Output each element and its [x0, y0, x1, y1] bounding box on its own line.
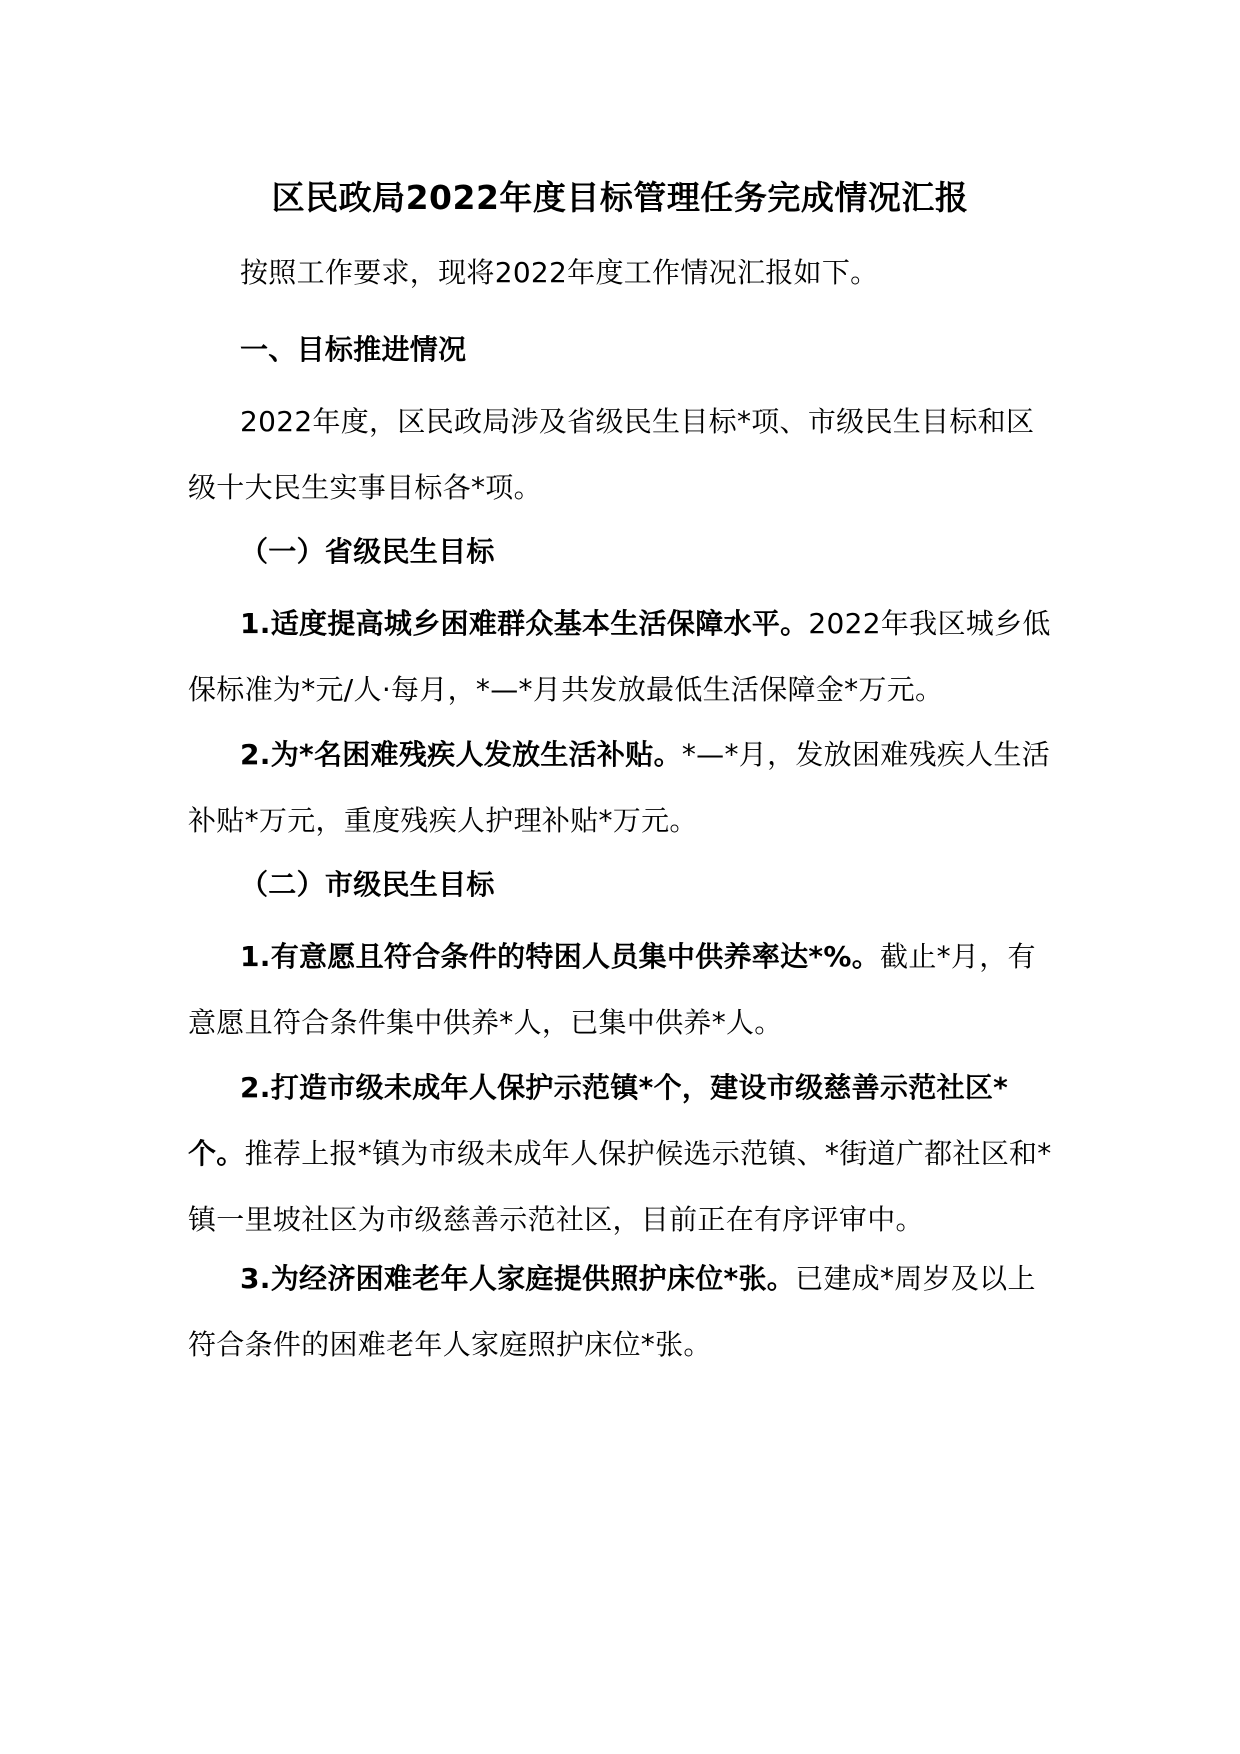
municipal-item-1-lead: 1.有意愿且符合条件的特困人员集中供养率达*%。: [240, 940, 881, 973]
provincial-item-2-text: *—*月，发放困难残疾人生活补贴*万元，重度残疾人护理补贴*万元。: [188, 738, 1051, 837]
provincial-item-1: [188, 591, 1058, 723]
provincial-item-2-lead: 2.为*名困难残疾人发放生活补贴。: [240, 738, 682, 771]
intro-text: 按照工作要求，现将2022年度工作情况汇报如下。: [240, 256, 879, 289]
municipal-item-3: [188, 1246, 1058, 1378]
subsection-heading-municipal: （二）市级民生目标: [240, 868, 495, 901]
municipal-item-3-lead: 3.为经济困难老年人家庭提供照护床位*张。: [240, 1262, 796, 1295]
municipal-item-2: [188, 1055, 1058, 1253]
municipal-item-1: [188, 924, 1058, 1056]
subsection-heading-provincial: （一）省级民生目标: [240, 535, 495, 568]
document-title: 区民政局2022年度目标管理任务完成情况汇报: [271, 178, 969, 217]
municipal-item-3-text: 已建成*周岁及以上符合条件的困难老年人家庭照护床位*张。: [188, 1262, 1036, 1361]
provincial-item-2: [188, 722, 1058, 854]
municipal-item-2-text: 推荐上报*镇为市级未成年人保护候选示范镇、*街道广都社区和*镇一里坡社区为市级慈善示范社区，目前正在有序评审中。: [188, 1137, 1052, 1236]
section-paragraph-overview: [188, 389, 1058, 521]
intro-paragraph: [188, 240, 1058, 306]
overview-text: 2022年度，区民政局涉及省级民生目标*项、市级民生目标和区级十大民生实事目标各*项。: [188, 405, 1035, 504]
municipal-item-2-lead: 2.打造市级未成年人保护示范镇*个，建设市级慈善示范社区*个。: [188, 1071, 1009, 1170]
provincial-item-1-text: 2022年我区城乡低保标准为*元/人·每月，*—*月共发放最低生活保障金*万元。: [188, 607, 1051, 706]
provincial-item-1-lead: 1.适度提高城乡困难群众基本生活保障水平。: [240, 607, 809, 640]
municipal-item-1-text: 截止*月，有意愿且符合条件集中供养*人，已集中供养*人。: [188, 940, 1036, 1039]
section-heading-targets: 一、目标推进情况: [240, 333, 467, 366]
